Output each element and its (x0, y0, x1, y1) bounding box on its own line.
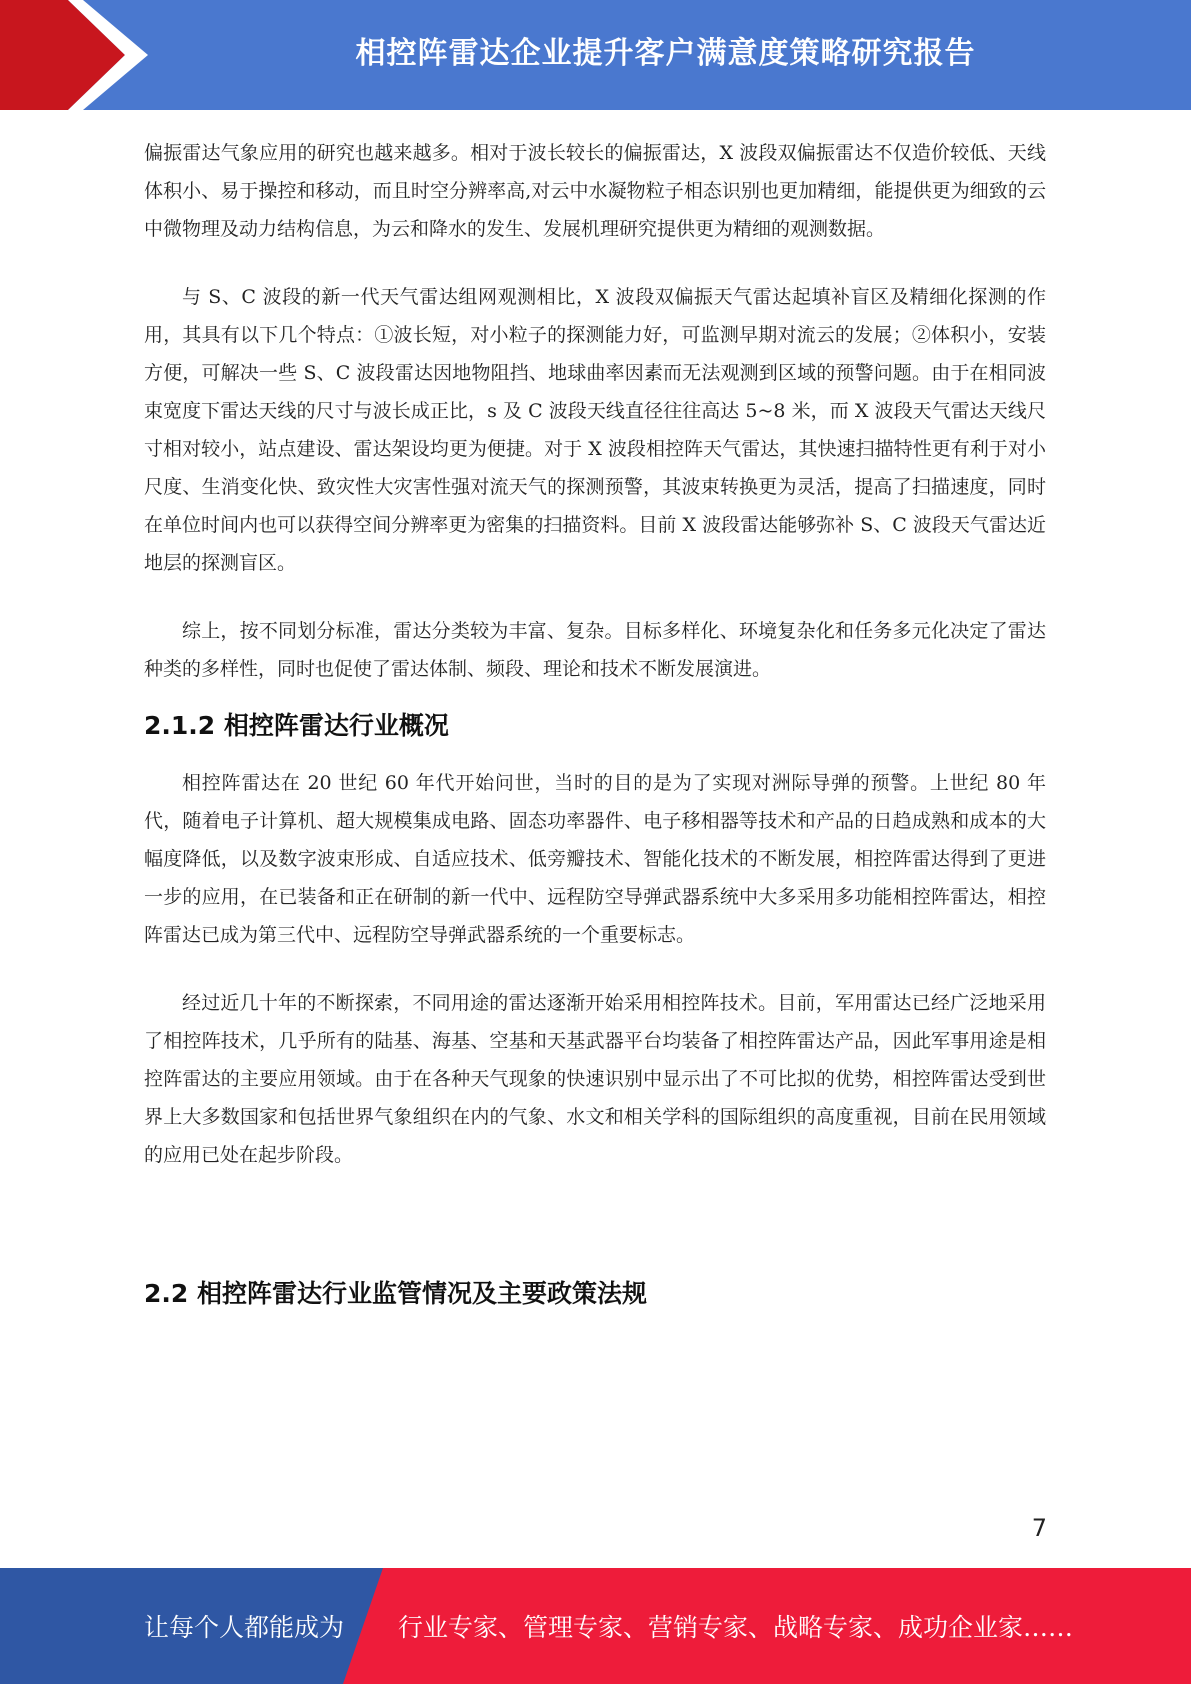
footer-slogan-left: 让每个人都能成为 (144, 1613, 345, 1642)
header-chevron-decoration (0, 0, 160, 110)
page-number: 7 (1031, 1514, 1047, 1542)
report-title: 相控阵雷达企业提升客户满意度策略研究报告 (355, 36, 976, 71)
paragraph-3: 综上，按不同划分标准，雷达分类较为丰富、复杂。目标多样化、环境复杂化和任务多元化决定了雷达种类的多样性，同时也促使了雷达体制、频段、理论和技术不断发展演进。 (144, 620, 1046, 680)
paragraph-4: 相控阵雷达在 20 世纪 60 年代开始问世，当时的目的是为了实现对洲际导弹的预警。上世纪 80 年代，随着电子计算机、超大规模集成电路、固态功率器件、电子移相器等技术和产品的日趋成熟和成本的大幅度降低，以及数字波束形成、自适应技术、低旁瓣技术、智能化技术的不断发展，相控阵雷达得到了更进一步的应用，在已装备和正在研制的新一代中、远程防空导弹武器系统中大多采用多功能相控阵雷达，相控阵雷达已成为第三代中、远程防空导弹武器系统的一个重要标志。 (144, 772, 1046, 946)
section-heading-2-1-2: 2.1.2 相控阵雷达行业概况 (144, 711, 449, 740)
page-footer (0, 1568, 1191, 1684)
paragraph-5: 经过近几十年的不断探索，不同用途的雷达逐渐开始采用相控阵技术。目前，军用雷达已经广泛地采用了相控阵技术，几乎所有的陆基、海基、空基和天基武器平台均装备了相控阵雷达产品，因此军事用途是相控阵雷达的主要应用领域。由于在各种天气现象的快速识别中显示出了不可比拟的优势，相控阵雷达受到世界上大多数国家和包括世界气象组织在内的气象、水文和相关学科的国际组织的高度重视，目前在民用领域的应用已处在起步阶段。 (144, 992, 1046, 1166)
footer-slogan-right: 行业专家、管理专家、营销专家、战略专家、成功企业家…… (398, 1613, 1074, 1642)
section-heading-2-2: 2.2 相控阵雷达行业监管情况及主要政策法规 (144, 1279, 647, 1308)
paragraph-2: 与 S、C 波段的新一代天气雷达组网观测相比，X 波段双偏振天气雷达起填补盲区及精细化探测的作用，其具有以下几个特点：①波长短，对小粒子的探测能力好，可监测早期对流云的发展；②体积小，安装方便，可解决一些 S、C 波段雷达因地物阻挡、地球曲率因素而无法观测到区域的预警问题。由于在相同波束宽度下雷达天线的尺寸与波长成正比，s 及 C 波段天线直径往往高达 5~8 米，而 X 波段天气雷达天线尺寸相对较小，站点建设、雷达架设均更为便捷。对于 X 波段相控阵天气雷达，其快速扫描特性更有利于对小尺度、生消变化快、致灾性大灾害性强对流天气的探测预警，其波束转换更为灵活，提高了扫描速度，同时在单位时间内也可以获得空间分辨率更为密集的扫描资料。目前 X 波段雷达能够弥补 S、C 波段天气雷达近地层的探测盲区。 (144, 286, 1046, 574)
page-content (144, 134, 1046, 1314)
page-header (0, 0, 1191, 110)
paragraph-1: 偏振雷达气象应用的研究也越来越多。相对于波长较长的偏振雷达，X 波段双偏振雷达不仅造价较低、天线体积小、易于操控和移动，而且时空分辨率高,对云中水凝物粒子相态识别也更加精细，能提供更为细致的云中微物理及动力结构信息，为云和降水的发生、发展机理研究提供更为精细的观测数据。 (144, 142, 1046, 240)
